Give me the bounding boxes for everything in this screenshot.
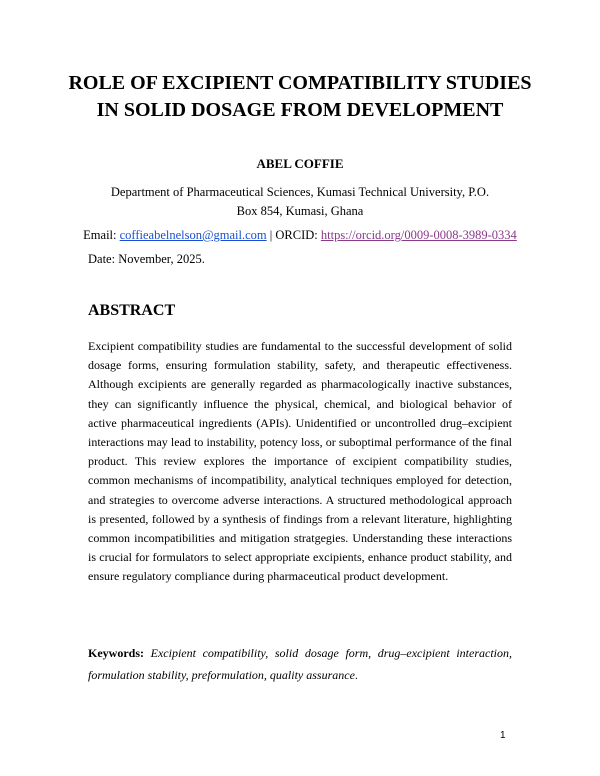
page-number: 1	[500, 730, 506, 741]
date-line: Date: November, 2025.	[88, 252, 205, 266]
author-affiliation: Department of Pharmaceutical Sciences, Kumasi Technical University, P.O. Box 854, Kumasi, Ghana	[110, 185, 490, 218]
author-name: ABEL COFFIE	[256, 156, 344, 171]
paper-title: ROLE OF EXCIPIENT COMPATIBILITY STUDIES IN SOLID DOSAGE FROM DEVELOPMENT	[68, 72, 532, 121]
abstract-heading: ABSTRACT	[88, 302, 176, 319]
abstract-text: Excipient compatibility studies are fundamental to the successful development of solid dosage forms, ensuring formulation stability, safety, and therapeutic effectiveness. Although excipients are generally regarded as pharmacologically inactive substances, they can significantly influence the physical, chemical, and biological behavior of active pharmaceutical ingredients (APIs). Unidentified or uncontrolled drug–excipient interactions may lead to instability, potency loss, or suboptimal performance of the final product. This review explores the importance of excipient compatibility studies, common mechanisms of incompatibility, analytical techniques employed for detection, and strategies to overcome adverse interactions. A structured methodological approach is presented, followed by a synthesis of findings from a relevant literature, highlighting common incompatibilities and mitigation stratgegies. Understanding these interactions is crucial for formulators to select appropriate excipients, enhance product stability, and ensure regulatory compliance during pharmaceutical product development.	[88, 339, 512, 584]
keywords-list: Excipient compatibility, solid dosage form, drug–excipient interaction, formulation stability, preformulation, quality assurance	[88, 646, 512, 682]
keywords-label: Keywords:	[88, 646, 144, 660]
orcid-label: | ORCID:	[266, 228, 321, 242]
keywords-line	[88, 642, 512, 686]
orcid-link[interactable]: https://orcid.org/0009-0008-3989-0334	[320, 228, 517, 242]
contact-line	[0, 228, 600, 243]
email-link[interactable]: coffieabelnelson@gmail.com	[119, 228, 267, 242]
keywords-end: .	[354, 668, 358, 682]
email-label: Email:	[83, 228, 120, 242]
